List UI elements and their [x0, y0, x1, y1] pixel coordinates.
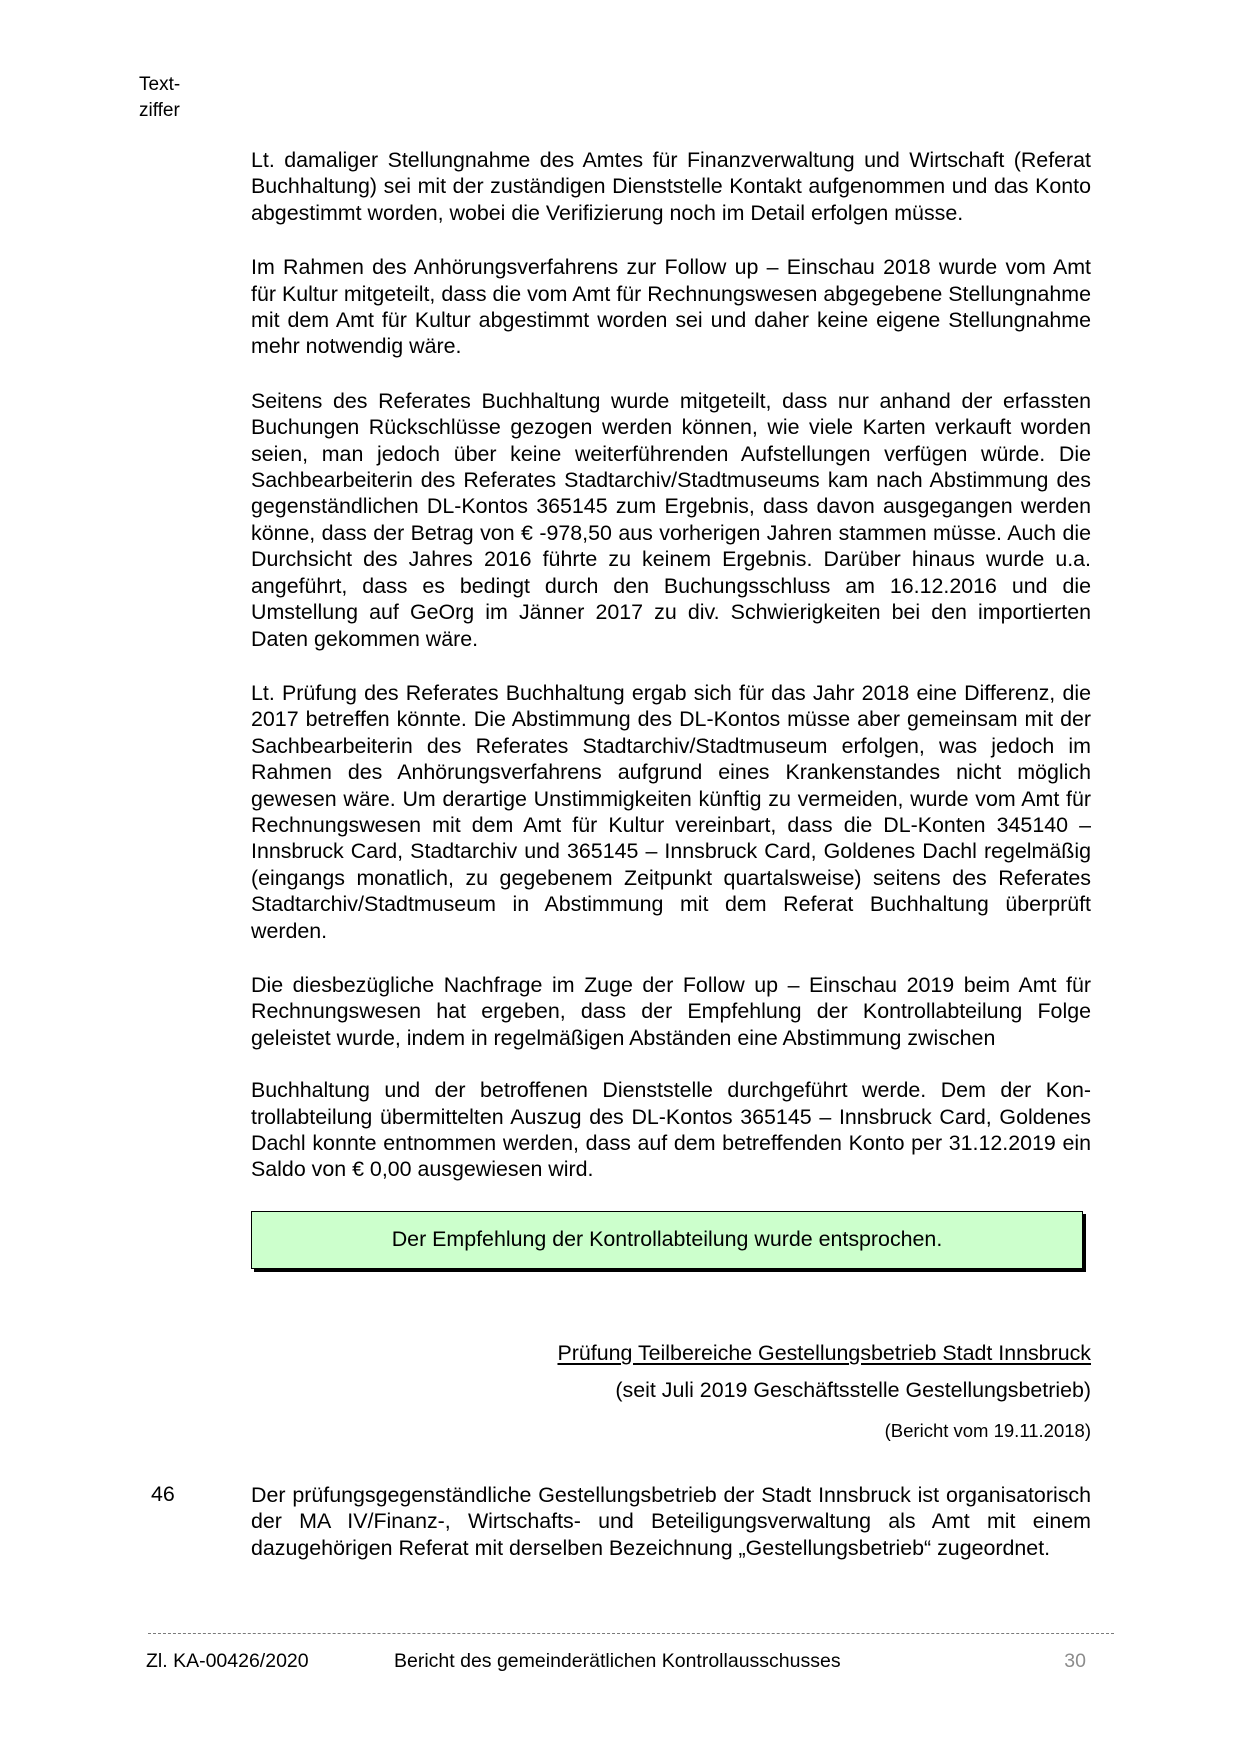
- footer-reference: Zl. KA-00426/2020: [146, 1650, 309, 1672]
- paragraph-3: Seitens des Referates Buchhaltung wurde mitgeteilt, dass nur anhand der erfassten Buchungen Rückschlüsse gezogen werden können, wie viele Karten verkauft worden seien, man jedoch über keine weiterführenden Aufstellungen verfügen würde. Die Sachbearbeiterin des Referates Stadtarchiv/Stadtmuseums kam nach Abstimmung des gegenständlichen DL-Kontos 365145 zum Ergebnis, dass davon ausgegangen werden könne, dass der Betrag von € -978,50 aus vorherigen Jahren stammen müsse. Auch die Durchsicht des Jahres 2016 führte zu keinem Ergebnis. Darüber hinaus wurde u.a. angeführt, dass es bedingt durch den Buchungsschluss am 16.12.2016 und die Umstellung auf GeOrg im Jänner 2017 zu div. Schwierigkeiten bei den importierten Daten gekommen wäre.: [251, 388, 1091, 651]
- footer-divider: [148, 1633, 1114, 1634]
- paragraph-2: Im Rahmen des Anhörungsverfahrens zur Follow up – Einschau 2018 wurde vom Amt für Kultur mitgeteilt, dass die vom Amt für Rechnungswesen abgegebene Stellungnahme mit dem Amt für Kultur abgestimmt worden sei und daher keine eigene Stellungnahme mehr notwendig wäre.: [251, 255, 1091, 359]
- margin-label-line-2: ziffer: [139, 100, 180, 121]
- report-date: (Bericht vom 19.11.2018): [884, 1420, 1091, 1441]
- margin-label-textziffer: [139, 72, 180, 124]
- recommendation-result-box: [251, 1211, 1083, 1269]
- paragraph-5: Die diesbezügliche Nachfrage im Zuge der Follow up – Einschau 2019 beim Amt für Rechnungswesen hat ergeben, dass der Empfehlung der Kontrollabteilung Folge geleistet wurde, indem in regelmäßigen Abständen eine Abstimmung zwischen: [251, 972, 1091, 1050]
- margin-label-line-1: Text-: [139, 74, 181, 95]
- recommendation-result-text: Der Empfehlung der Kontrollabteilung wurde entsprochen.: [391, 1227, 943, 1252]
- section-subtitle: (seit Juli 2019 Geschäftsstelle Gestellungsbetrieb): [615, 1378, 1091, 1402]
- main-content: [251, 147, 1091, 1269]
- section-title: Prüfung Teilbereiche Gestellungsbetrieb Stadt Innsbruck: [557, 1341, 1091, 1365]
- paragraph-4: Lt. Prüfung des Referates Buchhaltung ergab sich für das Jahr 2018 eine Differenz, die 2017 betreffen könnte. Die Abstimmung des DL-Kontos müsse aber gemeinsam mit der Sachbearbeiterin des Referates Stadtarchiv/Stadtmuseum erfolgen, was jedoch im Rahmen des Anhörungsverfahrens aufgrund eines Krankenstandes nicht möglich gewesen wäre. Um derartige Unstimmigkeiten künftig zu vermeiden, wurde vom Amt für Rechnungswesen mit dem Amt für Kultur vereinbart, dass die DL-Konten 345140 – Innsbruck Card, Stadtarchiv und 365145 – Innsbruck Card, Goldenes Dachl regelmäßig (eingangs monatlich, zu gegebenem Zeitpunkt quartalsweise) seitens des Referates Stadtarchiv/Stadtmuseum in Abstimmung mit dem Referat Buchhaltung überprüft werden.: [251, 680, 1091, 943]
- paragraph-1: Lt. damaliger Stellungnahme des Amtes für Finanzverwaltung und Wirtschaft (Referat Buchhaltung) sei mit der zuständigen Dienststelle Kontakt aufgenommen und das Konto abgestimmt worden, wobei die Verifizierung noch im Detail erfolgen müsse.: [251, 148, 1091, 225]
- textziffer-number: 46: [151, 1482, 175, 1506]
- footer-title: Bericht des gemeinderätlichen Kontrollausschusses: [394, 1650, 841, 1672]
- paragraph-6: Buchhaltung und der betroffenen Dienststelle durchgeführt werde. Dem der Kontrollabteilung übermittelten Auszug des DL-Kontos 365145 – Innsbruck Card, Goldenes Dachl konnte entnommen werden, dass auf dem betreffenden Konto per 31.12.2019 ein Saldo von € 0,00 ausgewiesen wird.: [251, 1078, 1091, 1182]
- page-number: 30: [1064, 1650, 1086, 1672]
- paragraph-46: Der prüfungsgegenständliche Gestellungsbetrieb der Stadt Innsbruck ist organisatorisch der MA IV/Finanz-, Wirtschafts- und Beteiligungsverwaltung als Amt mit einem dazugehörigen Referat mit derselben Bezeichnung „Gestellungsbetrieb“ zugeordnet.: [251, 1483, 1091, 1560]
